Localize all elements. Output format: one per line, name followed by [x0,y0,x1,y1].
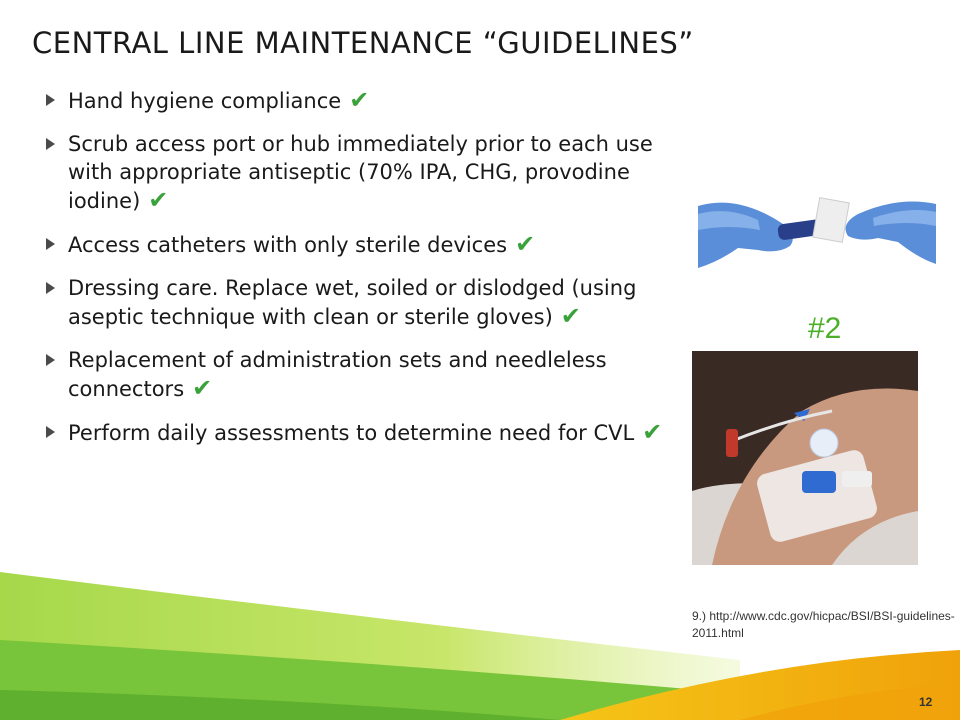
check-mark-icon: ✔ [349,86,370,114]
bullet-arrow-icon [46,94,55,106]
bullet-text: Scrub access port or hub immediately prior to each use with appropriate antiseptic (70% IPA, CHG, provodine iodine) [68,132,653,213]
bullet-item [46,130,696,215]
bullet-text: Hand hygiene compliance [68,89,342,113]
page-number: 12 [919,695,933,709]
bullet-text: Access catheters with only sterile devices [68,233,508,257]
check-mark-icon: ✔ [560,302,581,330]
gloved-hands-illustration [698,184,936,284]
bullet-item [46,230,696,259]
citation-text: 9.) http://www.cdc.gov/hicpac/BSI/BSI-guidelines-2011.html [692,609,955,640]
check-mark-icon: ✔ [148,186,169,214]
bullet-item [46,346,696,403]
check-mark-icon: ✔ [192,374,213,402]
check-mark-icon: ✔ [642,418,663,446]
bullet-text: Dressing care. Replace wet, soiled or dislodged (using aseptic technique with clean or sterile gloves) [68,276,637,329]
slide-title: CENTRAL LINE MAINTENANCE “GUIDELINES” [32,26,694,60]
photo-dressing-arm [692,351,918,565]
bullet-list [46,86,696,462]
image-label: #2 [808,312,842,345]
photo-scrubbing-hub [698,184,936,284]
check-mark-icon: ✔ [515,230,536,258]
bullet-arrow-icon [46,238,55,250]
arm-dressing-illustration [692,351,918,565]
bullet-item [46,418,696,447]
bullet-text: Perform daily assessments to determine need for CVL [68,421,635,445]
bullet-arrow-icon [46,426,55,438]
bullet-arrow-icon [46,354,55,366]
bullet-arrow-icon [46,282,55,294]
bullet-item [46,274,696,331]
bullet-item [46,86,696,115]
bullet-arrow-icon [46,138,55,150]
bullet-text: Replacement of administration sets and needleless connectors [68,348,607,401]
